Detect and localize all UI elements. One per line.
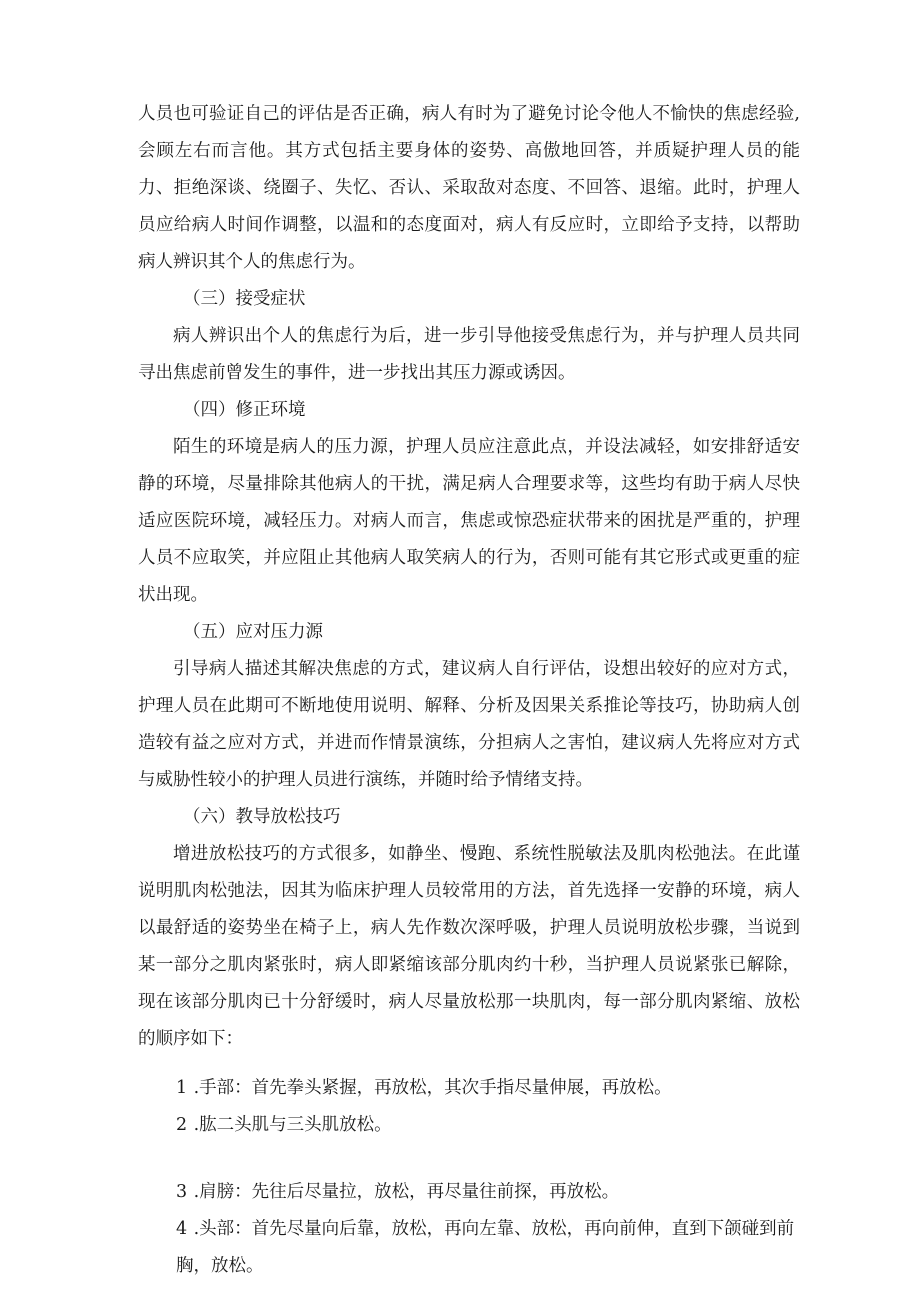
section-heading-cope-stressors: （五）应对压力源	[183, 622, 323, 642]
step-item-biceps-triceps	[138, 1107, 800, 1144]
step-text: .手部：首先拳头紧握，再放松，其次手指尽量伸展，再放松。	[188, 1078, 672, 1098]
step-text: .肱二头肌与三头肌放松。	[188, 1115, 392, 1135]
step-item-hands	[138, 1070, 800, 1107]
paragraph-relaxation: 增进放松技巧的方式很多，如静坐、慢跑、系统性脱敏法及肌肉松弛法。在此谨说明肌肉松弛法，因其为临床护理人员较常用的方法，首先选择一安静的环境，病人以最舒适的姿势坐在椅子上，病人先作数次深呼吸，护理人员说明放松步骤，当说到某一部分之肌肉紧张时，病人即紧缩该部分肌肉约十秒，当护理人员说紧张已解除，现在该部分肌肉已十分舒缓时，病人尽量放松那一块肌肉，每一部分肌肉紧缩、放松的顺序如下：	[138, 844, 800, 1049]
step-item-shoulders	[138, 1174, 800, 1211]
paragraph-modify-environment: 陌生的环境是病人的压力源，护理人员应注意此点，并设法减轻，如安排舒适安静的环境，尽量排除其他病人的干扰，满足病人合理要求等，这些均有助于病人尽快适应医院环境，减轻压力。对病人而言，焦虑或惊恐症状带来的困扰是严重的，护理人员不应取笑，并应阻止其他病人取笑病人的行为，否则可能有其它形式或更重的症状出现。	[138, 437, 800, 605]
paragraph-assess-anxiety: 人员也可验证自己的评估是否正确，病人有时为了避免讨论令他人不愉快的焦虑经验,会顾左右而言他。其方式包括主要身体的姿势、高傲地回答，并质疑护理人员的能力、拒绝深谈、绕圈子、失忆、否认、采取敌对态度、不回答、退缩。此时，护理人员应给病人时间作调整，以温和的态度面对，病人有反应时，立即给予支持，以帮助病人辨识其个人的焦虑行为。	[138, 104, 800, 272]
paragraph-cope-stressors: 引导病人描述其解决焦虑的方式，建议病人自行评估，设想出较好的应对方式，护理人员在此期可不断地使用说明、解释、分析及因果关系推论等技巧，协助病人创造较有益之应对方式，并进而作情景演练，分担病人之害怕，建议病人先将应对方式与威胁性较小的护理人员进行演练，并随时给予情绪支持。	[138, 659, 800, 790]
step-text: .肩膀：先往后尽量拉，放松，再尽量往前探，再放松。	[188, 1182, 620, 1202]
step-text: .头部：首先尽量向后靠，放松，再向左靠、放松，再向前伸，直到下颌碰到前胸，放松。	[176, 1219, 795, 1276]
section-heading-accept-symptoms: （三）接受症状	[183, 289, 306, 309]
step-number: 3	[176, 1182, 188, 1202]
step-number: 1	[176, 1078, 188, 1098]
step-item-head	[138, 1211, 800, 1285]
step-number: 2	[176, 1115, 188, 1135]
section-heading-modify-environment: （四）修正环境	[183, 400, 306, 420]
document-page	[138, 96, 800, 1285]
section-heading-relaxation: （六）教导放松技巧	[183, 807, 341, 827]
step-number: 4	[176, 1219, 188, 1239]
paragraph-accept-symptoms: 病人辨识出个人的焦虑行为后，进一步引导他接受焦虑行为，并与护理人员共同寻出焦虑前曾发生的事件，进一步找出其压力源或诱因。	[138, 326, 800, 383]
